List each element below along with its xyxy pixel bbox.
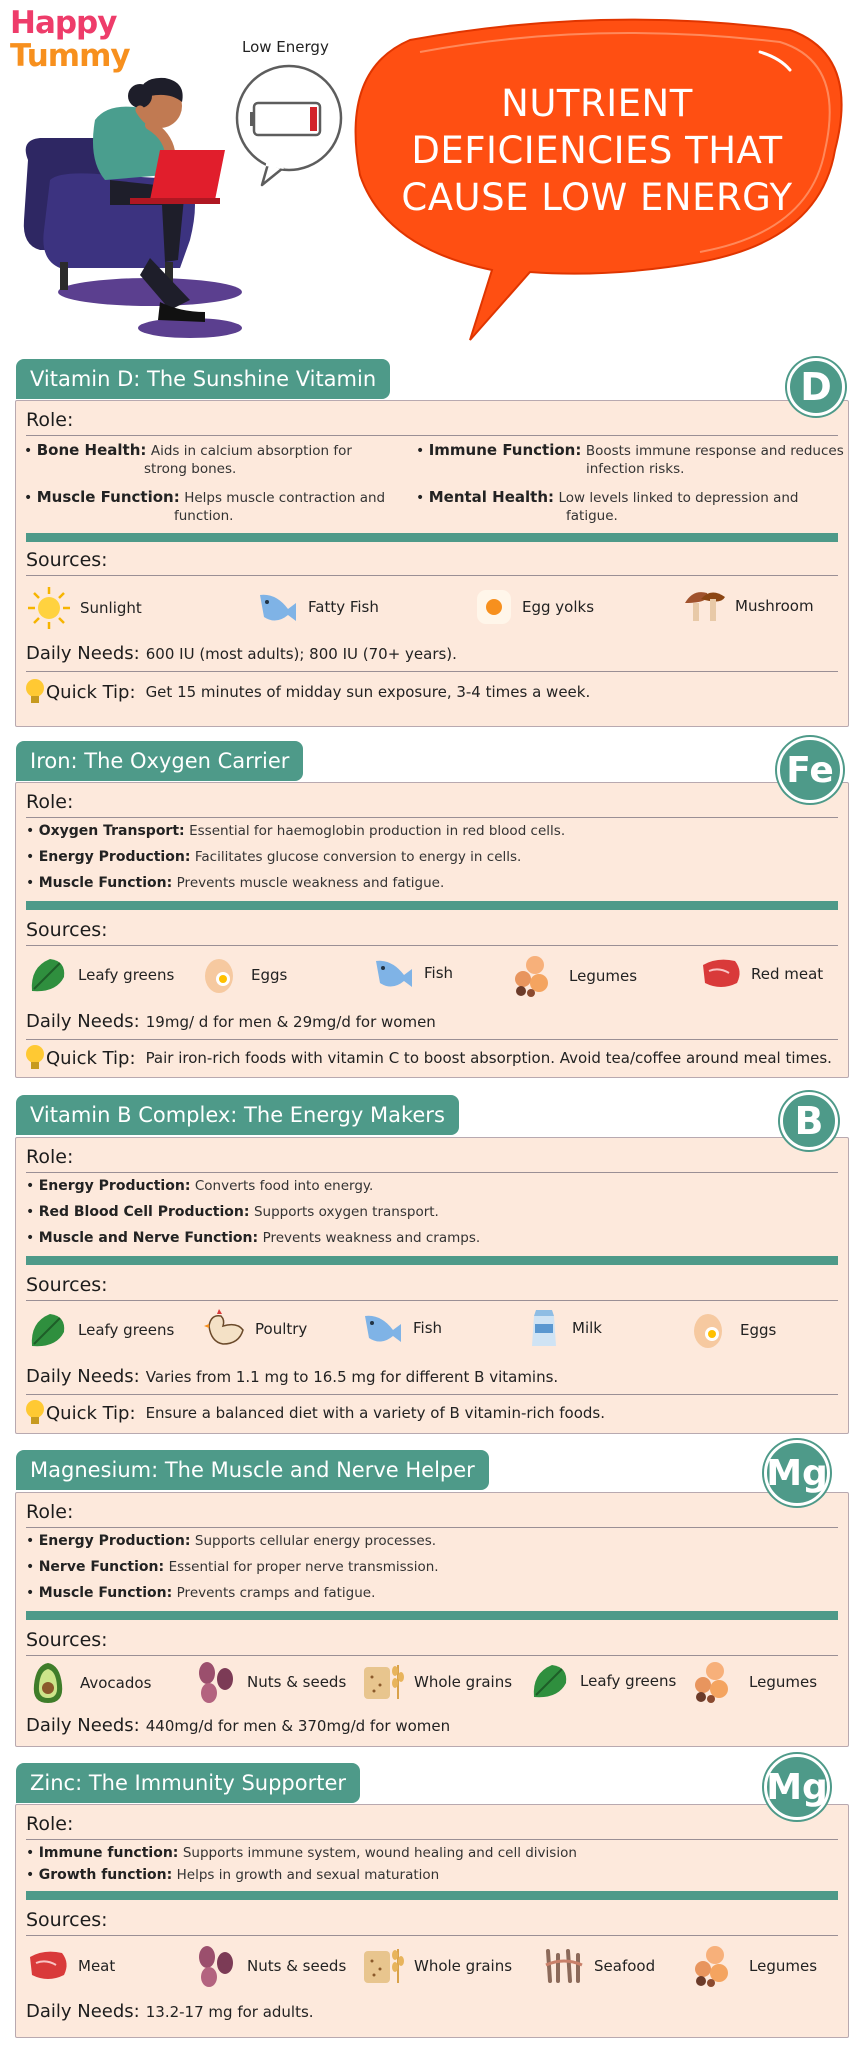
nuts-icon bbox=[193, 1943, 239, 1989]
role-item: • Muscle and Nerve Function: Prevents weakness and cramps. bbox=[26, 1230, 481, 1246]
section-title: Vitamin D: The Sunshine Vitamin bbox=[16, 359, 390, 399]
source-item: Leafy greens bbox=[26, 953, 174, 997]
egg-icon bbox=[688, 1308, 732, 1352]
sources-label: Sources: bbox=[26, 1909, 108, 1931]
role-label: Role: bbox=[26, 1501, 74, 1523]
source-item: Whole grains bbox=[360, 1659, 512, 1705]
role-item: • Muscle Function: Helps muscle contraction and function. bbox=[24, 488, 386, 524]
seafood-icon bbox=[542, 1945, 586, 1987]
source-item: Nuts & seeds bbox=[193, 1659, 346, 1705]
role-label: Role: bbox=[26, 1146, 74, 1168]
role-item: • Mental Health: Low levels linked to depression and fatigue. bbox=[416, 488, 799, 524]
title-line-2: DEFICIENCIES THAT bbox=[411, 128, 783, 172]
role-item: • Energy Production: Converts food into energy. bbox=[26, 1178, 374, 1194]
source-item: Eggs bbox=[688, 1308, 776, 1352]
egg-yolk-icon bbox=[474, 587, 514, 627]
sources-label: Sources: bbox=[26, 1629, 108, 1651]
nutrient-badge: Fe bbox=[777, 737, 843, 803]
daily-needs: Daily Needs: 440mg/d for men & 370mg/d for women bbox=[26, 1715, 451, 1736]
title-line-1: NUTRIENT bbox=[501, 81, 693, 125]
nutrient-badge: B bbox=[780, 1092, 838, 1150]
source-item: Leafy greens bbox=[528, 1659, 676, 1703]
section-title: Iron: The Oxygen Carrier bbox=[16, 741, 303, 781]
role-item: • Nerve Function: Essential for proper nerve transmission. bbox=[26, 1559, 439, 1575]
leafy-greens-icon bbox=[26, 1308, 70, 1352]
role-item: • Red Blood Cell Production: Supports oxygen transport. bbox=[26, 1204, 439, 1220]
source-item: Legumes bbox=[689, 1943, 817, 1989]
brand-line2: Tummy bbox=[10, 38, 130, 74]
leafy-greens-icon bbox=[528, 1659, 572, 1703]
role-item: • Muscle Function: Prevents muscle weakness and fatigue. bbox=[26, 875, 445, 891]
source-item: Whole grains bbox=[360, 1943, 512, 1989]
milk-icon bbox=[524, 1306, 564, 1350]
quick-tip: Quick Tip: Pair iron-rich foods with vitamin C to boost absorption. Avoid tea/coffee around meal times. bbox=[24, 1043, 832, 1073]
fish-icon bbox=[372, 953, 416, 993]
source-item: Poultry bbox=[201, 1306, 307, 1352]
source-item: Mushroom bbox=[681, 585, 814, 627]
source-item: Egg yolks bbox=[474, 587, 594, 627]
quick-tip: Quick Tip: Get 15 minutes of midday sun exposure, 3-4 times a week. bbox=[24, 677, 590, 707]
section-title: Vitamin B Complex: The Energy Makers bbox=[16, 1095, 459, 1135]
role-item: • Energy Production: Supports cellular energy processes. bbox=[26, 1533, 437, 1549]
section-magnesium bbox=[15, 1492, 849, 1747]
role-label: Role: bbox=[26, 409, 74, 431]
source-item: Sunlight bbox=[26, 585, 142, 631]
source-item: Fish bbox=[361, 1308, 442, 1348]
source-item: Milk bbox=[524, 1306, 602, 1350]
legumes-icon bbox=[689, 1659, 741, 1705]
nutrient-badge: D bbox=[787, 358, 845, 416]
page-title bbox=[362, 70, 832, 230]
mushroom-icon bbox=[681, 585, 727, 627]
daily-needs: Daily Needs: 19mg/ d for men & 29mg/d for women bbox=[26, 1011, 436, 1032]
egg-icon bbox=[199, 953, 243, 997]
source-item: Legumes bbox=[689, 1659, 817, 1705]
nutrient-badge: Mg bbox=[764, 1440, 830, 1506]
red-meat-icon bbox=[26, 1947, 70, 1985]
whole-grains-icon bbox=[360, 1659, 406, 1705]
nuts-icon bbox=[193, 1659, 239, 1705]
lightbulb-icon bbox=[24, 677, 46, 707]
quick-tip: Quick Tip: Ensure a balanced diet with a variety of B vitamin-rich foods. bbox=[24, 1398, 605, 1428]
role-label: Role: bbox=[26, 791, 74, 813]
source-item: Avocados bbox=[26, 1659, 151, 1707]
brand-line1: Happy bbox=[10, 5, 117, 41]
poultry-icon bbox=[201, 1306, 247, 1352]
source-item: Meat bbox=[26, 1947, 115, 1985]
sun-icon bbox=[26, 585, 72, 631]
section-zinc bbox=[15, 1804, 849, 2038]
source-item: Leafy greens bbox=[26, 1308, 174, 1352]
role-item: • Growth function: Helps in growth and sexual maturation bbox=[26, 1867, 440, 1883]
role-item: • Energy Production: Facilitates glucose conversion to energy in cells. bbox=[26, 849, 522, 865]
legumes-icon bbox=[689, 1943, 741, 1989]
daily-needs: Daily Needs: 13.2-17 mg for adults. bbox=[26, 2001, 314, 2022]
source-item: Eggs bbox=[199, 953, 287, 997]
fish-icon bbox=[256, 587, 300, 627]
whole-grains-icon bbox=[360, 1943, 406, 1989]
source-item: Fish bbox=[372, 953, 453, 993]
source-item: Seafood bbox=[542, 1945, 655, 1987]
battery-label: Low Energy bbox=[242, 38, 329, 56]
lightbulb-icon bbox=[24, 1398, 46, 1428]
role-item: • Immune function: Supports immune system, wound healing and cell division bbox=[26, 1845, 577, 1861]
leafy-greens-icon bbox=[26, 953, 70, 997]
section-title: Zinc: The Immunity Supporter bbox=[16, 1763, 360, 1803]
section-vitamin-d bbox=[15, 400, 849, 727]
legumes-icon bbox=[509, 953, 561, 999]
section-title: Magnesium: The Muscle and Nerve Helper bbox=[16, 1450, 489, 1490]
source-item: Red meat bbox=[699, 955, 823, 993]
sources-label: Sources: bbox=[26, 1274, 108, 1296]
avocado-icon bbox=[26, 1659, 72, 1707]
role-label: Role: bbox=[26, 1813, 74, 1835]
role-item: • Muscle Function: Prevents cramps and fatigue. bbox=[26, 1585, 376, 1601]
source-item: Fatty Fish bbox=[256, 587, 379, 627]
lightbulb-icon bbox=[24, 1043, 46, 1073]
title-line-3: CAUSE LOW ENERGY bbox=[401, 175, 793, 219]
sources-label: Sources: bbox=[26, 549, 108, 571]
fish-icon bbox=[361, 1308, 405, 1348]
source-item: Nuts & seeds bbox=[193, 1943, 346, 1989]
section-vitamin-b bbox=[15, 1137, 849, 1434]
role-item: • Oxygen Transport: Essential for haemoglobin production in red blood cells. bbox=[26, 823, 566, 839]
daily-needs: Daily Needs: Varies from 1.1 mg to 16.5 mg for different B vitamins. bbox=[26, 1366, 559, 1387]
daily-needs: Daily Needs: 600 IU (most adults); 800 IU (70+ years). bbox=[26, 643, 457, 664]
role-item: • Bone Health: Aids in calcium absorption for strong bones. bbox=[24, 441, 352, 477]
source-item: Legumes bbox=[509, 953, 637, 999]
red-meat-icon bbox=[699, 955, 743, 993]
sources-label: Sources: bbox=[26, 919, 108, 941]
nutrient-badge: Mg bbox=[764, 1754, 830, 1820]
section-iron bbox=[15, 782, 849, 1078]
role-item: • Immune Function: Boosts immune response and reduces infection risks. bbox=[416, 441, 844, 477]
